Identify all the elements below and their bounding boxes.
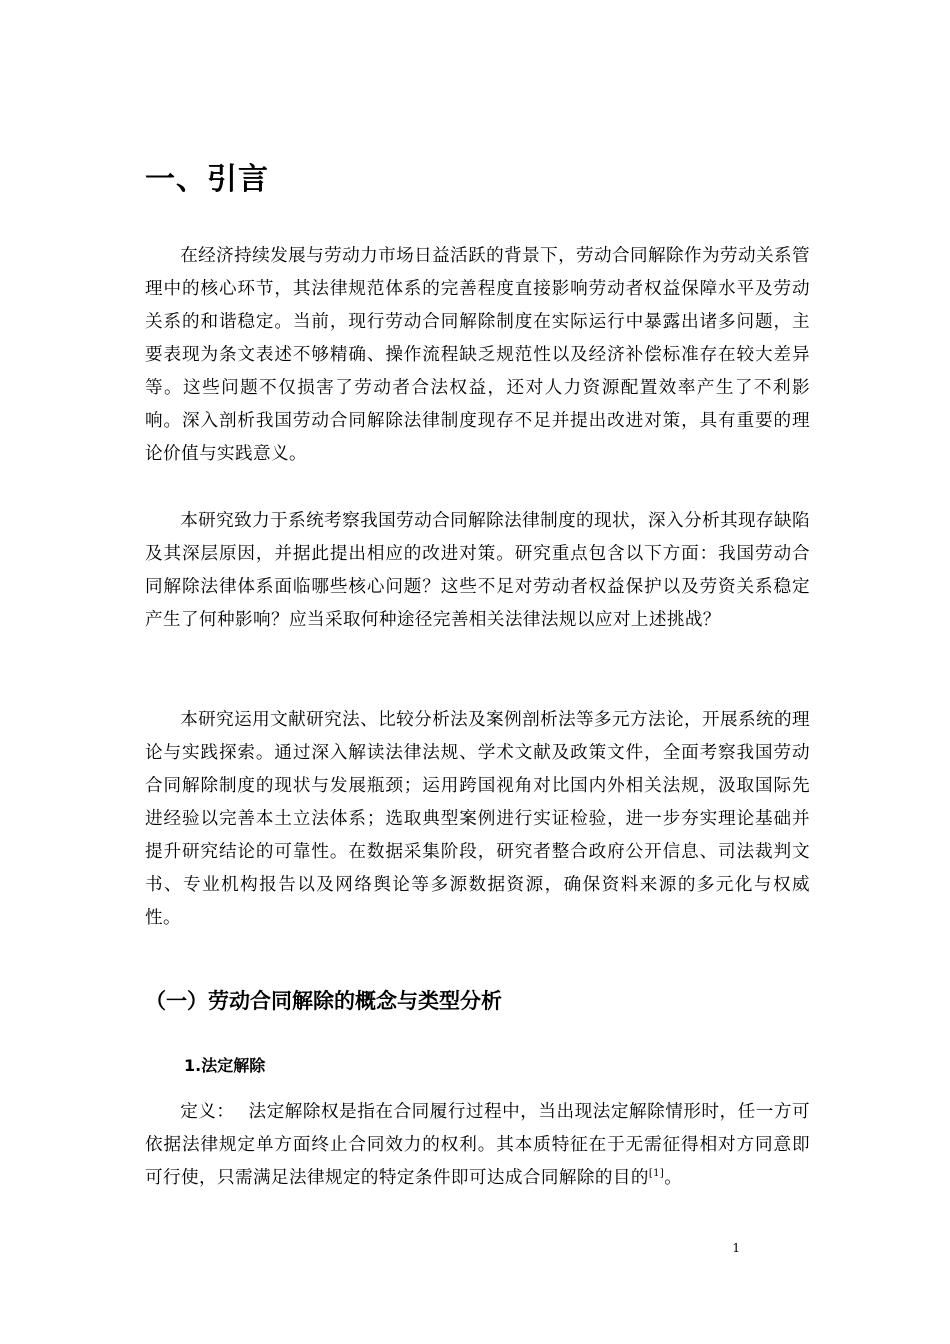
page-number: 1 — [732, 1241, 740, 1255]
definition-end-punctuation: 。 — [664, 1168, 683, 1188]
subsection-heading-concept-types: （一）劳动合同解除的概念与类型分析 — [145, 989, 502, 1013]
body-paragraph-methodology: 本研究运用文献研究法、比较分析法及案例剖析法等多元方法论，开展系统的理论与实践探索。通过深入解读法律法规、学术文献及政策文件，全面考察我国劳动合同解除制度的现状与发展瓶颈；运用跨国视角对比国内外相关法规，汲取国际先进经验以完善本土立法体系；选取典型案例进行实证检验，进一步夯实理论基础并提升研究结论的可靠性。在数据采集阶段，研究者整合政府公开信息、司法裁判文书、专业机构报告以及网络舆论等多源数据资源，确保资料来源的多元化与权威性。 — [145, 710, 810, 928]
definition-label: 定义： — [180, 1102, 235, 1122]
body-paragraph-background: 在经济持续发展与劳动力市场日益活跃的背景下，劳动合同解除作为劳动关系管理中的核心环节，其法律规范体系的完善程度直接影响劳动者权益保障水平及劳动关系的和谐稳定。当前，现行劳动合同解除制度在实际运行中暴露出诸多问题，主要表现为条文表述不够精确、操作流程缺乏规范性以及经济补偿标准存在较大差异等。这些问题不仅损害了劳动者合法权益，还对人力资源配置效率产生了不利影响。深入剖析我国劳动合同解除法律制度现存不足并提出改进对策，具有重要的理论价值与实践意义。 — [145, 246, 810, 464]
subsubsection-heading-statutory-termination: 1.法定解除 — [184, 1056, 266, 1075]
section-heading-introduction: 一、引言 — [145, 162, 269, 197]
body-paragraph-research-focus: 本研究致力于系统考察我国劳动合同解除法律制度的现状，深入分析其现存缺陷及其深层原因，并据此提出相应的改进对策。研究重点包含以下方面：我国劳动合同解除法律体系面临哪些核心问题？这些不足对劳动者权益保护以及劳资关系稳定产生了何种影响？应当采取何种途径完善相关法律法规以应对上述挑战？ — [145, 511, 810, 630]
definition-text: 法定解除权是指在合同履行过程中，当出现法定解除情形时，任一方可依据法律规定单方面终止合同效力的权利。其本质特征在于无需征得相对方同意即可行使，只需满足法律规定的特定条件即可达成合同解除的目的 — [145, 1102, 811, 1188]
definition-paragraph — [145, 1096, 810, 1195]
citation-reference[interactable]: [1] — [648, 1168, 665, 1179]
